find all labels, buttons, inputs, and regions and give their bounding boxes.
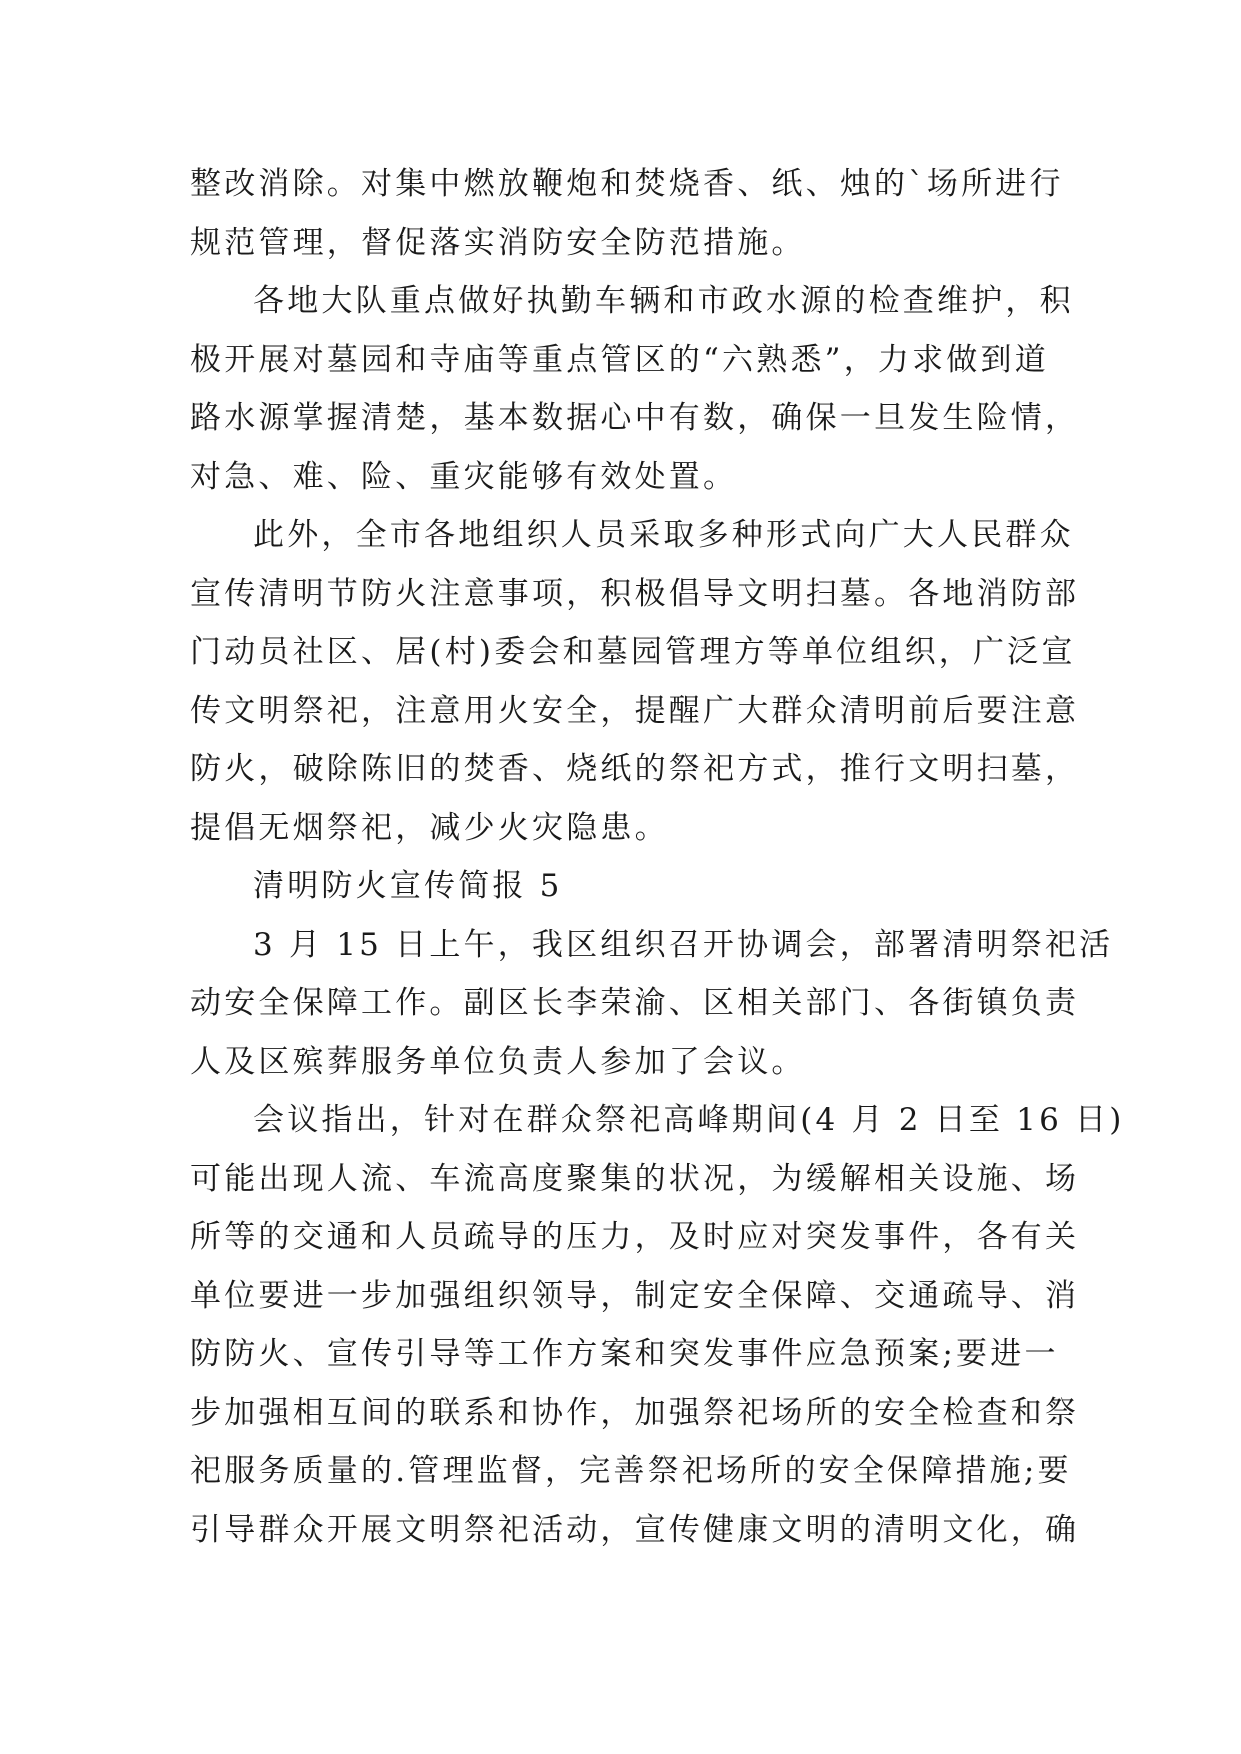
text-line: 单位要进一步加强组织领导，制定安全保障、交通疏导、消: [190, 1277, 1080, 1314]
text-line: 对急、难、险、重灾能够有效处置。: [190, 458, 738, 495]
paragraph-start-line: 各地大队重点做好执勤车辆和市政水源的检查维护，积: [253, 283, 1074, 319]
text-line: 动安全保障工作。副区长李荣渝、区相关部门、各街镇负责: [190, 985, 1080, 1021]
text-line: 所等的交通和人员疏导的压力，及时应对突发事件，各有关: [190, 1219, 1080, 1255]
document-body: [190, 155, 1125, 1559]
text-line: 引导群众开展文明祭祀活动，宣传健康文明的清明文化，确: [190, 1511, 1080, 1548]
text-line: 门动员社区、居(村)委会和墓园管理方等单位组织，广泛宣: [190, 634, 1076, 670]
text-line: 宣传清明节防火注意事项，积极倡导文明扫墓。各地消防部: [190, 575, 1080, 612]
text-line: 步加强相互间的联系和协作，加强祭祀场所的安全检查和祭: [190, 1394, 1080, 1431]
section-heading: 清明防火宣传简报 5: [253, 868, 563, 904]
paragraph-start-line: 会议指出，针对在群众祭祀高峰期间(4 月 2 日至 16 日): [253, 1102, 1125, 1138]
paragraph-start-line: 3 月 15 日上午，我区组织召开协调会，部署清明祭祀活: [253, 926, 1114, 963]
text-line: 祀服务质量的.管理监督，完善祭祀场所的安全保障措施;要: [190, 1453, 1072, 1489]
text-line: 人及区殡葬服务单位负责人参加了会议。: [190, 1043, 806, 1080]
text-line: 整改消除。对集中燃放鞭炮和焚烧香、纸、烛的`场所进行: [190, 166, 1064, 202]
text-line: 防防火、宣传引导等工作方案和突发事件应急预案;要进一: [190, 1336, 1059, 1372]
text-line: 提倡无烟祭祀，减少火灾隐患。: [190, 809, 669, 846]
text-line: 路水源掌握清楚，基本数据心中有数，确保一旦发生险情，: [190, 400, 1080, 436]
text-line: 传文明祭祀，注意用火安全，提醒广大群众清明前后要注意: [190, 692, 1080, 729]
text-line: 极开展对墓园和寺庙等重点管区的“六熟悉”，力求做到道: [190, 341, 1049, 378]
text-line: 防火，破除陈旧的焚香、烧纸的祭祀方式，推行文明扫墓，: [190, 751, 1080, 787]
text-line: 可能出现人流、车流高度聚集的状况，为缓解相关设施、场: [190, 1160, 1080, 1197]
text-line: 规范管理，督促落实消防安全防范措施。: [190, 224, 806, 261]
paragraph-start-line: 此外，全市各地组织人员采取多种形式向广大人民群众: [253, 517, 1074, 553]
